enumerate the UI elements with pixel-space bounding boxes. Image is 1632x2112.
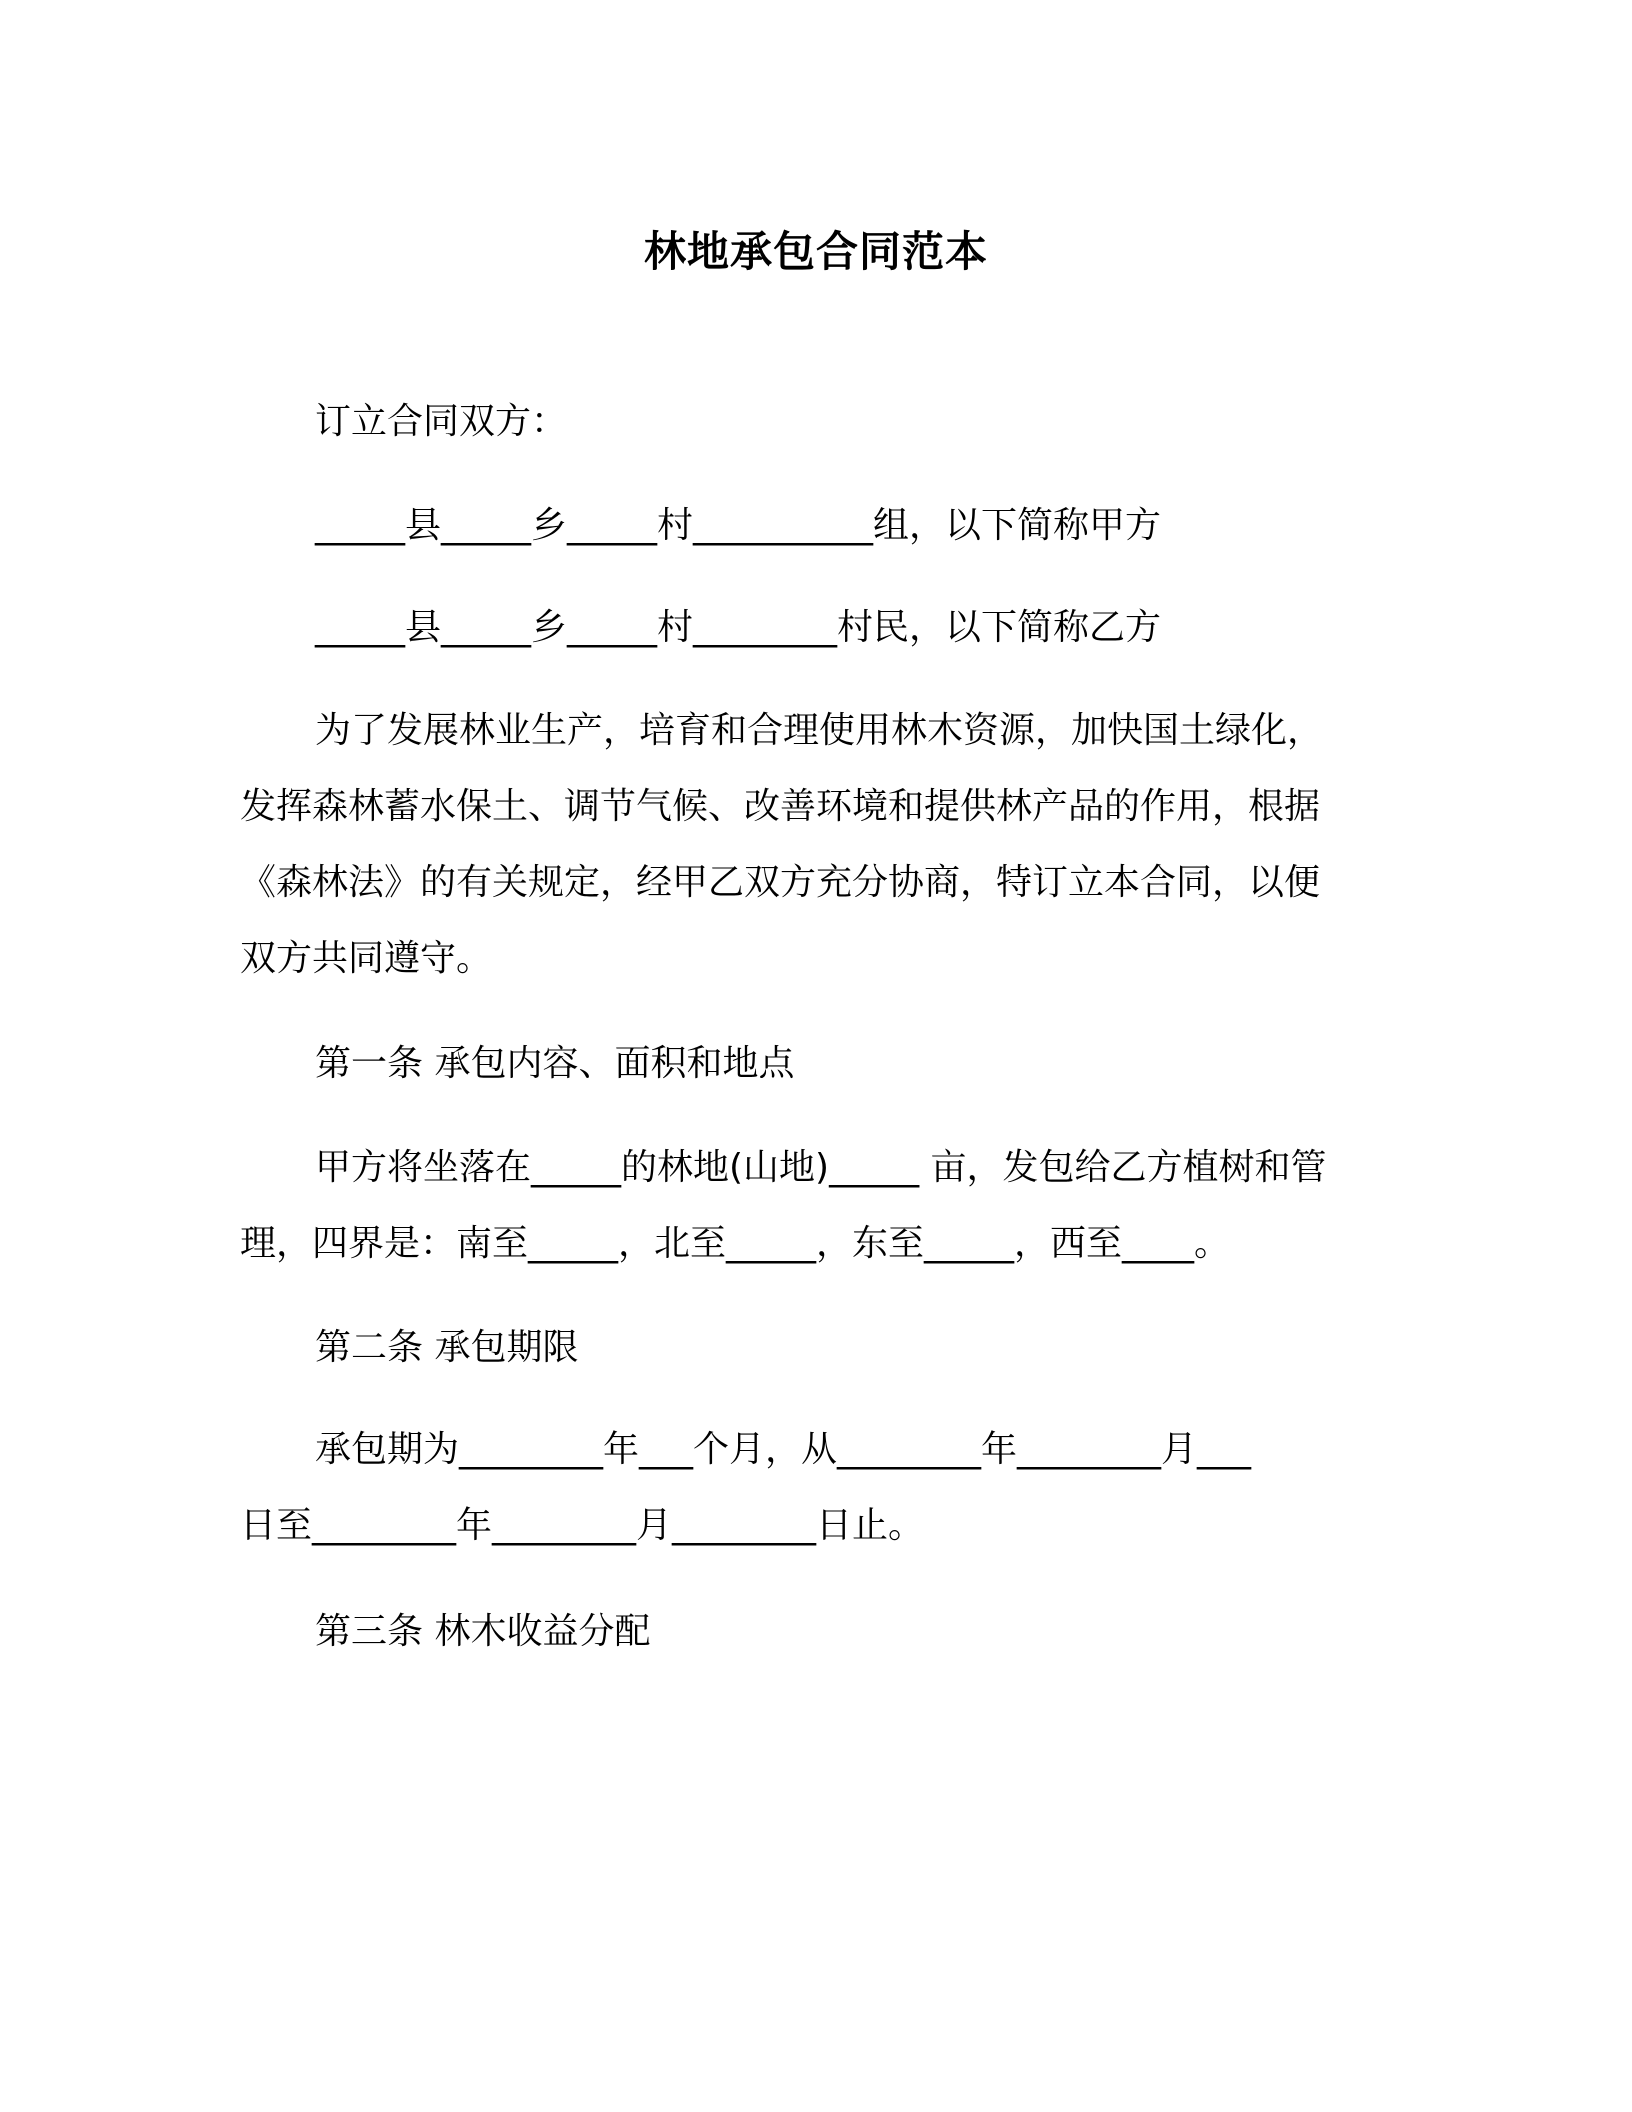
article-2-heading: 第二条 承包期限: [315, 1327, 579, 1368]
article-1-line-2: 理，四界是：南至_____，北至_____，东至_____，西至____。: [240, 1223, 1231, 1264]
article-1-line-1: 甲方将坐落在_____的林地(山地)_____ 亩，发包给乙方植树和管: [315, 1147, 1327, 1188]
preamble-line-4: 双方共同遵守。: [240, 938, 493, 979]
contract-parties-heading: 订立合同双方：: [315, 401, 568, 442]
preamble-line-2: 发挥森林蓄水保土、调节气候、改善环境和提供林产品的作用，根据: [240, 786, 1321, 827]
document-title: 林地承包合同范本: [643, 227, 988, 276]
preamble-line-3: 《森林法》的有关规定，经甲乙双方充分协商，特订立本合同，以便: [240, 862, 1321, 903]
article-1-heading: 第一条 承包内容、面积和地点: [315, 1043, 795, 1084]
party-b-line: _____县_____乡_____村________村民，以下简称乙方: [315, 607, 1162, 648]
party-a-line: _____县_____乡_____村__________组，以下简称甲方: [315, 505, 1162, 546]
article-2-line-1: 承包期为________年___个月，从________年________月___: [315, 1429, 1252, 1470]
article-2-line-2: 日至________年________月________日止。: [240, 1505, 925, 1546]
article-3-heading: 第三条 林木收益分配: [315, 1611, 651, 1652]
preamble-line-1: 为了发展林业生产，培育和合理使用林木资源，加快国土绿化，: [315, 710, 1324, 751]
